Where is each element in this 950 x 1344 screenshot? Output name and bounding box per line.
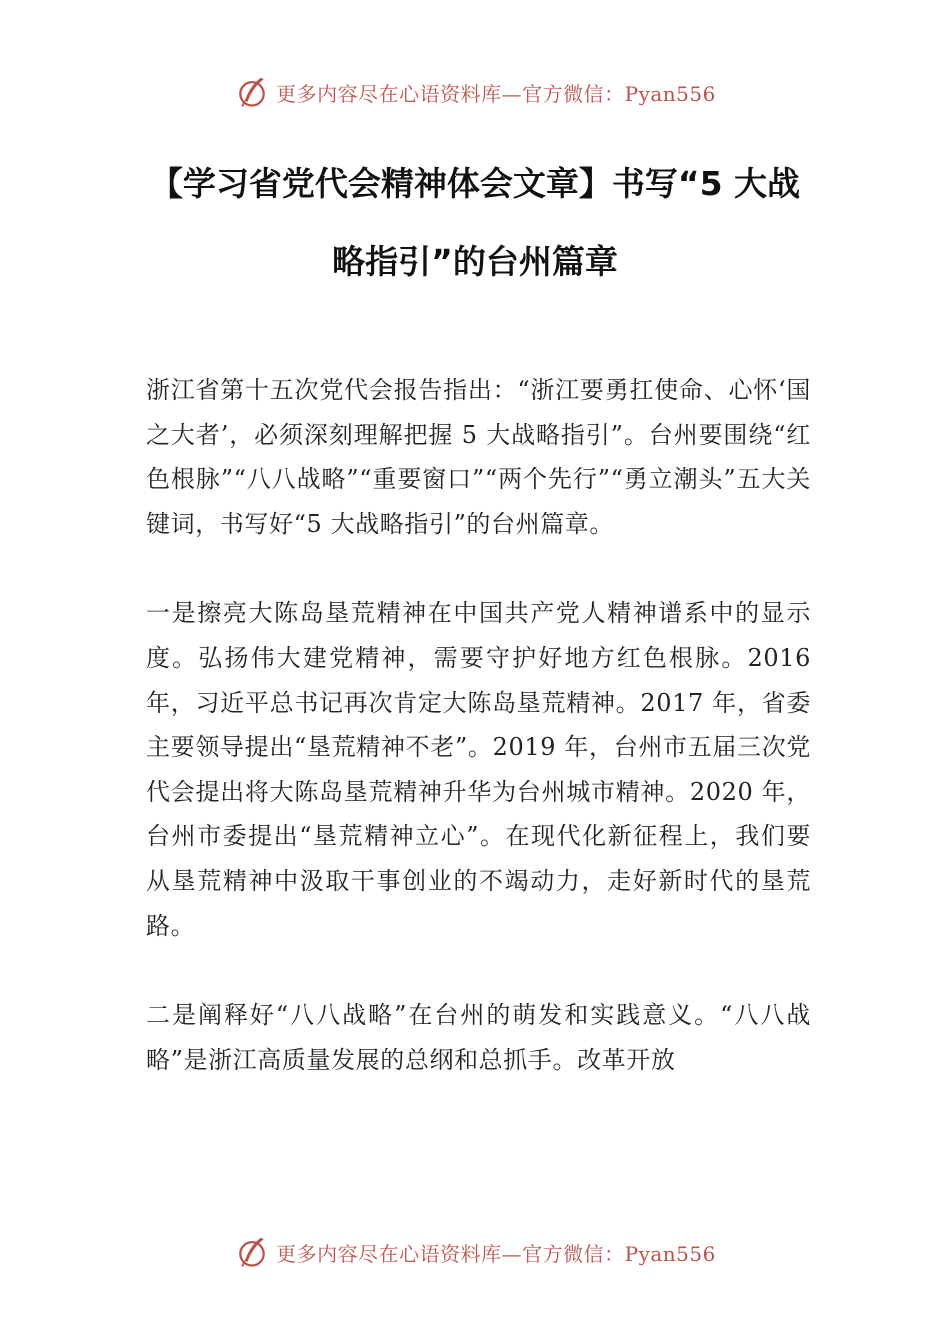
quill-pen-logo-icon [234, 1234, 270, 1270]
quill-pen-logo-icon [234, 74, 270, 110]
watermark-text: 更多内容尽在心语资料库—官方微信：Pyan556 [276, 1241, 716, 1266]
header-watermark [0, 72, 950, 112]
watermark-text: 更多内容尽在心语资料库—官方微信：Pyan556 [276, 81, 716, 106]
document-title: 【学习省党代会精神体会文章】书写“5 大战略指引”的台州篇章 [149, 164, 801, 281]
paragraph-point-two: 二是阐释好“八八战略”在台州的萌发和实践意义。“八八战略”是浙江高质量发展的总纲和总抓手。改革开放 [146, 1001, 811, 1074]
document-body [146, 368, 811, 1127]
paragraph-point-one: 一是擦亮大陈岛垦荒精神在中国共产党人精神谱系中的显示度。弘扬伟大建党精神，需要守护好地方红色根脉。2016 年，习近平总书记再次肯定大陈岛垦荒精神。2017 年，省委主要领导提出“垦荒精神不老”。2019 年，台州市五届三次党代会提出将大陈岛垦荒精神升华为台州城市精神。2020 年，台州市委提出“垦荒精神立心”。在现代化新征程上，我们要从垦荒精神中汲取干事创业的不竭动力，走好新时代的垦荒路。 [146, 599, 811, 940]
footer-watermark [0, 1232, 950, 1272]
paragraph-intro: 浙江省第十五次党代会报告指出：“浙江要勇扛使命、心怀‘国之大者’，必须深刻理解把握 5 大战略指引”。台州要围绕“红色根脉”“八八战略”“重要窗口”“两个先行”“勇立潮头”五大关键词，书写好“5 大战略指引”的台州篇章。 [146, 376, 811, 538]
